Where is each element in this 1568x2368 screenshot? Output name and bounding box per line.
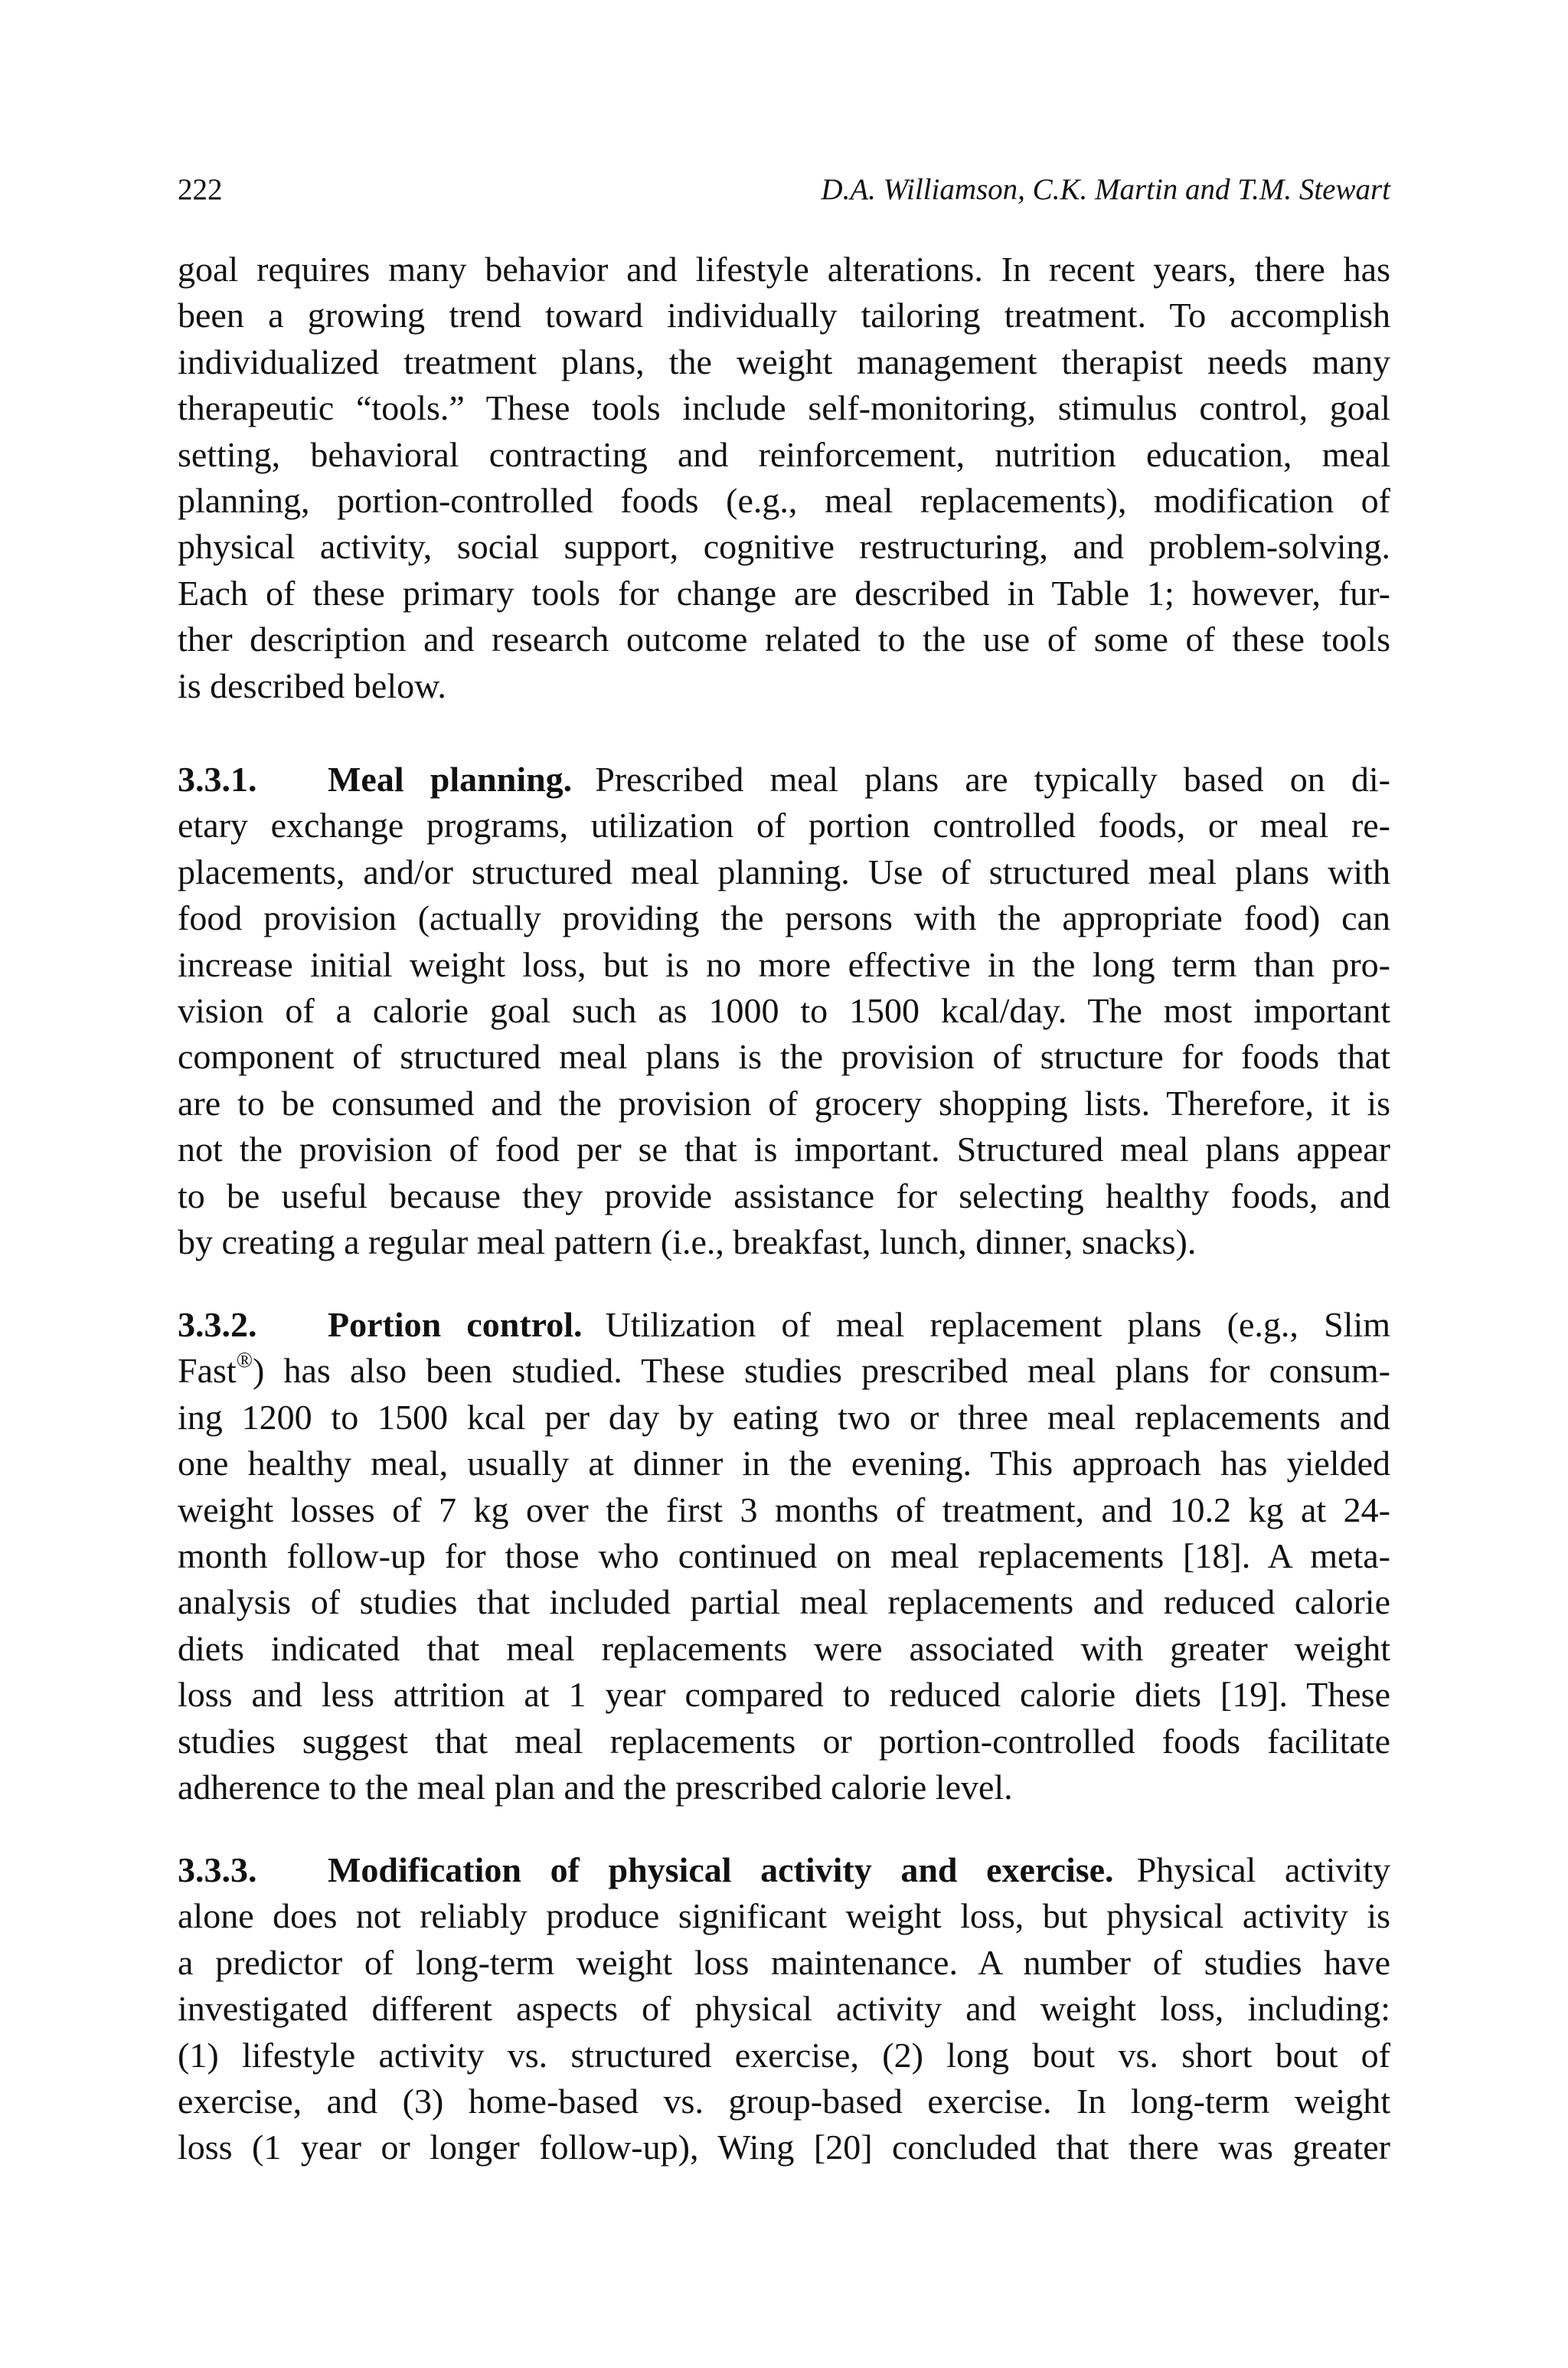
text-line: to be useful because they provide assistance for selecting healthy foods, and bbox=[178, 1176, 1390, 1215]
text-line: ther description and research outcome related to the use of some of these tools bbox=[178, 620, 1390, 659]
text-line: diets indicated that meal replacements were associated with greater weight bbox=[178, 1628, 1390, 1668]
text-line: placements, and/or structured meal planning. Use of structured meal plans with bbox=[178, 852, 1390, 891]
section-first-line bbox=[178, 1302, 1390, 1348]
page-number: 222 bbox=[178, 173, 223, 206]
text-span: ) has also been studied. These studies prescribed meal plans for consum- bbox=[252, 1351, 1390, 1391]
text-line: are to be consumed and the provision of grocery shopping lists. Therefore, it is bbox=[178, 1083, 1390, 1123]
text-line: loss (1 year or longer follow-up), Wing [20] concluded that there was greater bbox=[178, 2128, 1390, 2167]
section-title: Meal planning. bbox=[328, 760, 573, 799]
section-physical-activity bbox=[178, 1847, 1390, 2171]
text-line: component of structured meal plans is the provision of structure for foods that bbox=[178, 1037, 1390, 1077]
text-line bbox=[178, 1348, 1390, 1394]
intro-paragraph bbox=[178, 247, 1390, 709]
section-text: Prescribed meal plans are typically based on di- bbox=[595, 760, 1390, 799]
text-line: individualized treatment plans, the weight management therapist needs many bbox=[178, 342, 1390, 381]
text-line: investigated different aspects of physical activity and weight loss, including: bbox=[178, 1989, 1390, 2029]
text-line: a predictor of long-term weight loss maintenance. A number of studies have bbox=[178, 1942, 1390, 1982]
section-portion-control bbox=[178, 1302, 1390, 1810]
text-line: loss and less attrition at 1 year compared to reduced calorie diets [19]. These bbox=[178, 1675, 1390, 1715]
text-line: is described below. bbox=[178, 666, 446, 705]
section-text: Physical activity bbox=[1136, 1850, 1390, 1889]
text-line: planning, portion-controlled foods (e.g., meal replacements), modification of bbox=[178, 481, 1390, 521]
text-line: (1) lifestyle activity vs. structured exercise, (2) long bout vs. short bout of bbox=[178, 2035, 1390, 2075]
text-line: weight losses of 7 kg over the first 3 months of treatment, and 10.2 kg at 24- bbox=[178, 1490, 1390, 1529]
text-line: etary exchange programs, utilization of portion controlled foods, or meal re- bbox=[178, 806, 1390, 845]
text-line: studies suggest that meal replacements or portion-controlled foods facilitate bbox=[178, 1721, 1390, 1761]
text-line: physical activity, social support, cognitive restructuring, and problem-solving. bbox=[178, 527, 1390, 567]
text-line: exercise, and (3) home-based vs. group-based exercise. In long-term weight bbox=[178, 2082, 1390, 2121]
text-line: food provision (actually providing the persons with the appropriate food) can bbox=[178, 898, 1390, 938]
running-header-authors: D.A. Williamson, C.K. Martin and T.M. Stewart bbox=[821, 173, 1390, 206]
section-text: Utilization of meal replacement plans (e.g., Slim bbox=[605, 1305, 1391, 1344]
text-line: been a growing trend toward individually tailoring treatment. To accomplish bbox=[178, 296, 1390, 335]
text-line: ing 1200 to 1500 kcal per day by eating two or three meal replacements and bbox=[178, 1397, 1390, 1437]
text-line: vision of a calorie goal such as 1000 to 1500 kcal/day. The most important bbox=[178, 991, 1390, 1031]
text-line: not the provision of food per se that is important. Structured meal plans appear bbox=[178, 1130, 1390, 1169]
text-line: increase initial weight loss, but is no more effective in the long term than pro- bbox=[178, 944, 1390, 984]
text-line: Each of these primary tools for change are described in Table 1; however, fur- bbox=[178, 573, 1390, 613]
brand-name: Fast bbox=[178, 1351, 237, 1391]
section-number: 3.3.1. bbox=[178, 760, 257, 799]
section-meal-planning bbox=[178, 757, 1390, 1265]
text-line: alone does not reliably produce significant weight loss, but physical activity is bbox=[178, 1896, 1390, 1936]
text-line: analysis of studies that included partial meal replacements and reduced calorie bbox=[178, 1582, 1390, 1622]
section-title: Portion control. bbox=[328, 1305, 583, 1344]
text-line: one healthy meal, usually at dinner in the evening. This approach has yielded bbox=[178, 1444, 1390, 1483]
text-line: therapeutic “tools.” These tools include self-monitoring, stimulus control, goal bbox=[178, 388, 1390, 428]
text-line: by creating a regular meal pattern (i.e., breakfast, lunch, dinner, snacks). bbox=[178, 1222, 1197, 1262]
section-number: 3.3.3. bbox=[178, 1850, 257, 1889]
text-line: month follow-up for those who continued on meal replacements [18]. A meta- bbox=[178, 1536, 1390, 1576]
section-number: 3.3.2. bbox=[178, 1305, 257, 1344]
text-line: goal requires many behavior and lifestyle alterations. In recent years, there has bbox=[178, 250, 1390, 289]
text-line: setting, behavioral contracting and reinforcement, nutrition education, meal bbox=[178, 434, 1390, 474]
text-line: adherence to the meal plan and the prescribed calorie level. bbox=[178, 1768, 1013, 1807]
registered-mark: ® bbox=[236, 1349, 253, 1373]
section-title: Modification of physical activity and exercise. bbox=[328, 1850, 1114, 1889]
section-first-line bbox=[178, 757, 1390, 803]
section-first-line bbox=[178, 1847, 1390, 1893]
